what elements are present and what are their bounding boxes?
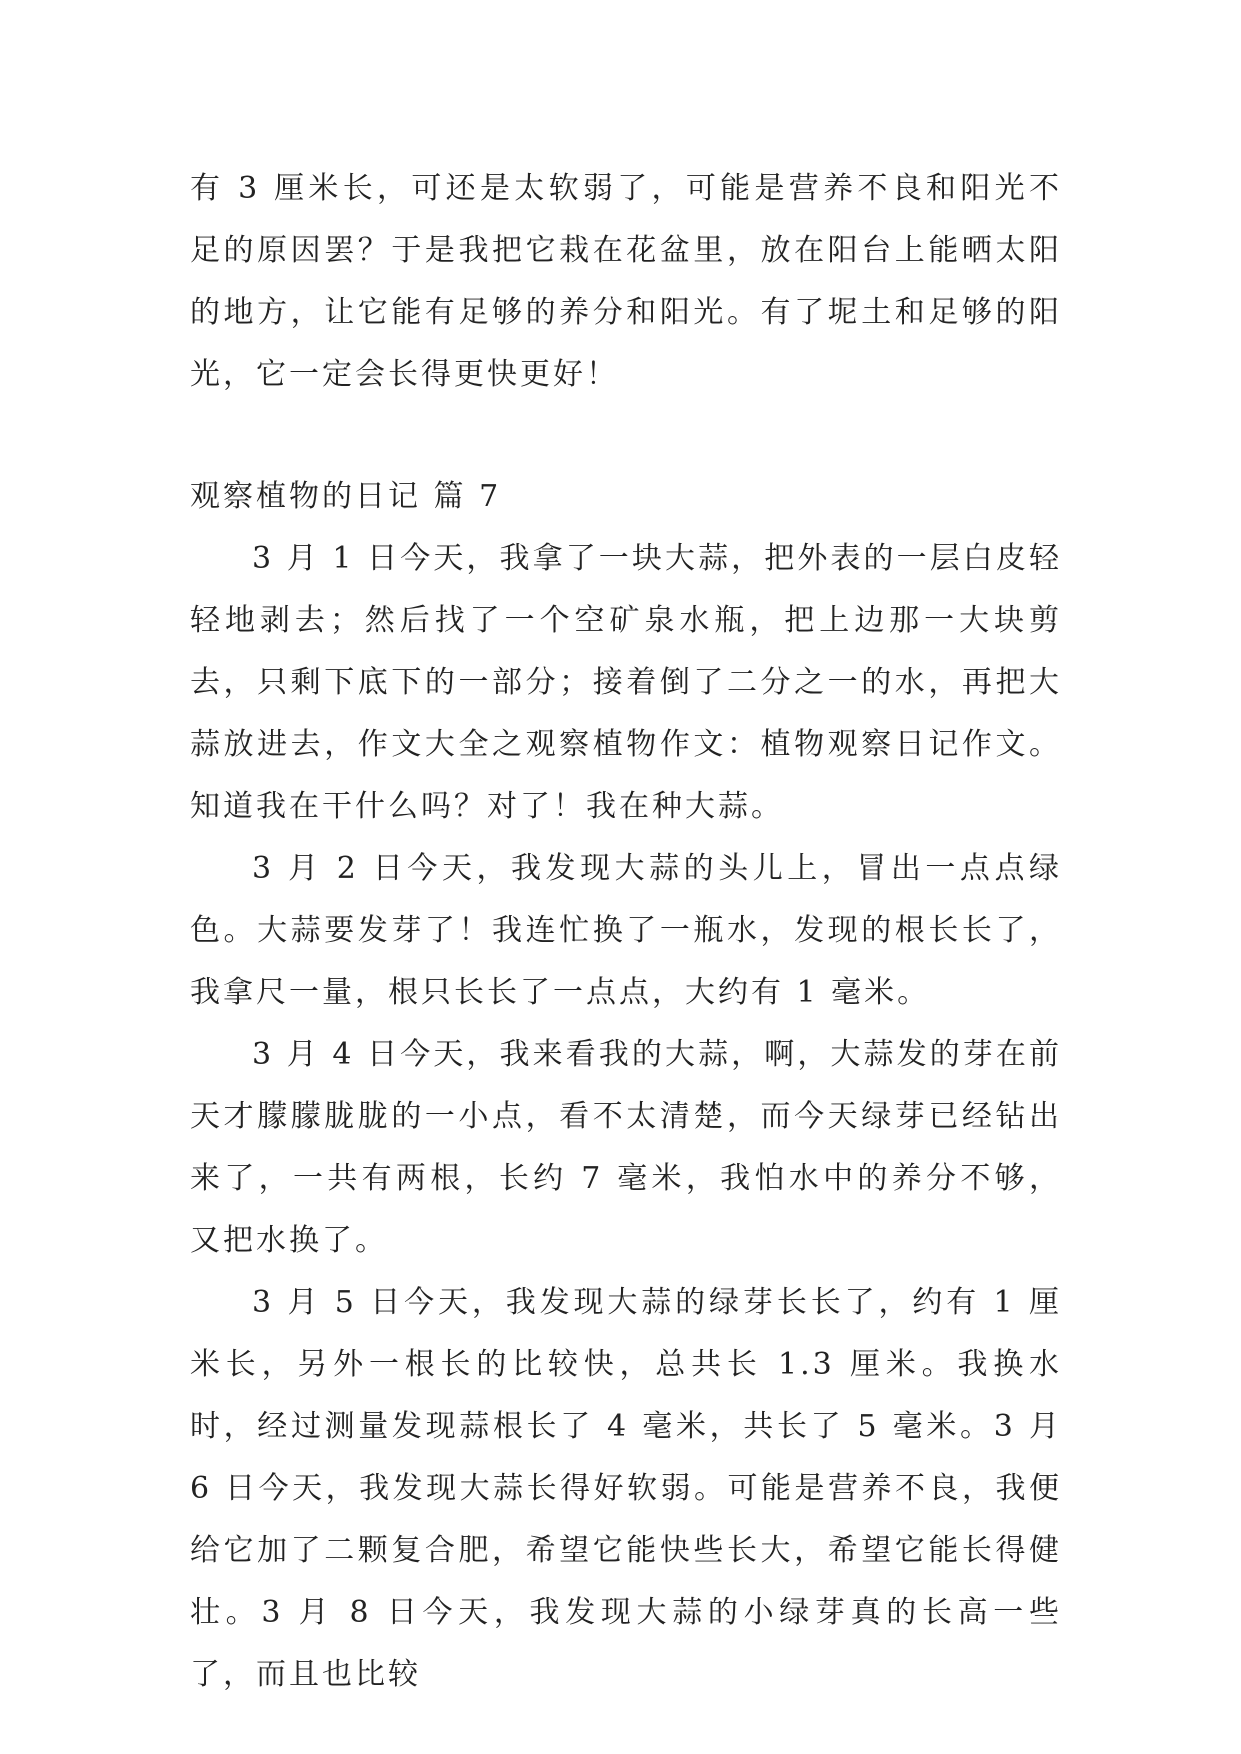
diary-paragraph: 3 月 1 日今天，我拿了一块大蒜，把外表的一层白皮轻轻地剥去；然后找了一个空矿泉水瓶，把上边那一大块剪去，只剩下底下的一部分；接着倒了二分之一的水，再把大蒜放进去，作文大全之观察植物作文：植物观察日记作文。知道我在干什么吗？对了！我在种大蒜。 xyxy=(190,541,1062,824)
continuation-paragraph: 有 3 厘米长，可还是太软弱了，可能是营养不良和阳光不足的原因罢？于是我把它栽在花盆里，放在阳台上能晒太阳的地方，让它能有足够的养分和阳光。有了坭土和足够的阳光，它一定会长得更快更好！ xyxy=(190,171,1062,392)
section-title: 观察植物的日记 篇 7 xyxy=(190,479,502,514)
diary-paragraph: 3 月 2 日今天，我发现大蒜的头儿上，冒出一点点绿色。大蒜要发芽了！我连忙换了一瓶水，发现的根长长了，我拿尺一量，根只长长了一点点，大约有 1 毫米。 xyxy=(190,851,1062,1010)
diary-paragraph: 3 月 5 日今天，我发现大蒜的绿芽长长了，约有 1 厘米长，另外一根长的比较快，总共长 1.3 厘米。我换水时，经过测量发现蒜根长了 4 毫米，共长了 5 毫米。3 月 6 日今天，我发现大蒜长得好软弱。可能是营养不良，我便给它加了二颗复合肥，希望它能快些长大，希望它能长得健壮。3 月 8 日今天，我发现大蒜的小绿芽真的长高一些了，而且也比较 xyxy=(190,1285,1062,1692)
document-body xyxy=(190,158,1062,1706)
diary-paragraph: 3 月 4 日今天，我来看我的大蒜，啊，大蒜发的芽在前天才朦朦胧胧的一小点，看不太清楚，而今天绿芽已经钻出来了，一共有两根，长约 7 毫米，我怕水中的养分不够，又把水换了。 xyxy=(190,1037,1062,1258)
